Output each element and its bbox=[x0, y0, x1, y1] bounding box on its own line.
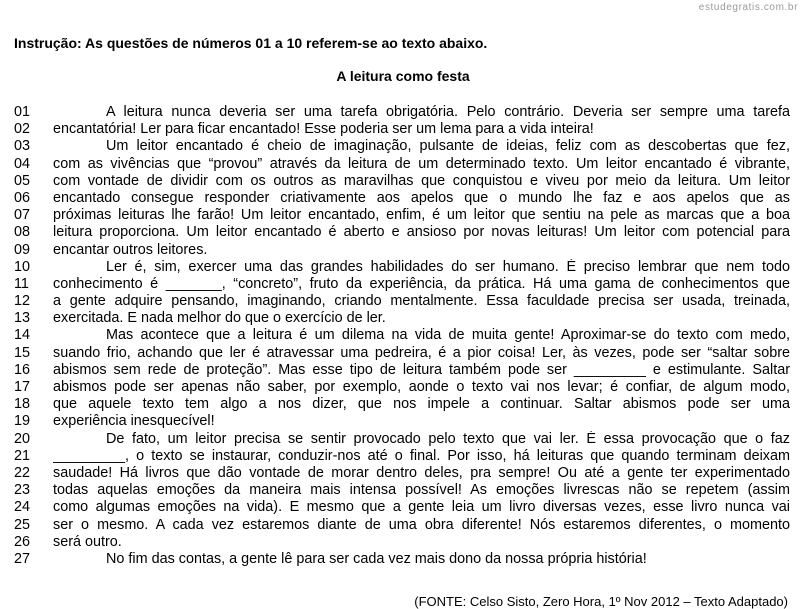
line-number: 16 bbox=[14, 361, 31, 378]
text-line bbox=[0, 293, 806, 310]
line-text: saudade! Há livros que dão vontade de morar dentro deles, pra sempre! Ou até a gente ter experimentado bbox=[53, 464, 790, 481]
line-text: No fim das contas, a gente lê para ser cada vez mais dono da nossa própria história! bbox=[106, 550, 647, 567]
line-number: 10 bbox=[14, 258, 31, 275]
line-number: 04 bbox=[14, 155, 31, 172]
line-number: 06 bbox=[14, 189, 31, 206]
line-text: A leitura nunca deveria ser uma tarefa obrigatória. Pelo contrário. Deveria ser sempre uma tarefa bbox=[106, 104, 790, 120]
line-number: 20 bbox=[14, 430, 31, 447]
line-number: 17 bbox=[14, 379, 31, 395]
text-line bbox=[0, 224, 806, 241]
line-text: abismos sem rede de proteção”. Mas esse tipo de leitura também pode ser _________ e estimulante. Saltar bbox=[53, 361, 790, 378]
line-text: ser o mesmo. A cada vez estaremos diante de uma obra diferente! Nós estaremos diferentes, o momento bbox=[53, 516, 790, 533]
line-text: suando frio, achando que ler é atravessar uma pedreira, é a pior coisa! Ler, às vezes, pode ser “saltar sobre bbox=[53, 344, 790, 361]
line-number: 23 bbox=[14, 482, 31, 499]
text-line bbox=[0, 534, 806, 551]
line-number: 13 bbox=[14, 310, 31, 327]
line-text: leitura proporciona. Um leitor encantado é aberto e ansioso por novas leituras! Um leitor com potencial para bbox=[53, 224, 790, 241]
text-line bbox=[0, 499, 806, 516]
line-number: 03 bbox=[14, 138, 31, 155]
line-number: 18 bbox=[14, 396, 31, 413]
line-text: encantado consegue responder criativamente aos apelos que o mundo lhe faz e aos apelos que as bbox=[53, 189, 790, 206]
line-number: 25 bbox=[14, 516, 31, 533]
line-text: como algumas emoções na vida). E mesmo que a gente leia um livro diversas vezes, esse livro nunca vai bbox=[53, 499, 790, 516]
text-line bbox=[0, 379, 806, 396]
line-number: 27 bbox=[14, 550, 31, 567]
line-number: 12 bbox=[14, 293, 31, 310]
line-number: 01 bbox=[14, 104, 31, 120]
text-line bbox=[0, 362, 806, 379]
line-text: abismos pode ser apenas não saber, por exemplo, aonde o texto vai nos levar; é confiar, de algum modo, bbox=[53, 379, 790, 395]
line-text: a gente adquire pensando, imaginando, criando mentalmente. Essa faculdade precisa ser usada, treinada, bbox=[53, 293, 790, 310]
text-line bbox=[0, 138, 806, 155]
instruction-heading: Instrução: As questões de números 01 a 10 referem-se ao texto abaixo. bbox=[14, 35, 488, 51]
text-line bbox=[0, 345, 806, 362]
line-number: 02 bbox=[14, 121, 31, 138]
line-text: encantatória! Ler para ficar encantado! Esse poderia ser um lema para a vida inteira! bbox=[53, 121, 594, 138]
text-line bbox=[0, 259, 806, 276]
text-line bbox=[0, 207, 806, 224]
text-title: A leitura como festa bbox=[336, 68, 470, 84]
source-citation: (FONTE: Celso Sisto, Zero Hora, 1º Nov 2012 – Texto Adaptado) bbox=[414, 594, 788, 609]
line-text: será outro. bbox=[53, 533, 122, 550]
line-text: conhecimento é _______, “concreto”, fruto da experiência, da prática. Há uma gama de conhecimentos que bbox=[53, 275, 790, 292]
text-line bbox=[0, 242, 806, 259]
text-line bbox=[0, 190, 806, 207]
text-line bbox=[0, 156, 806, 173]
text-line bbox=[0, 121, 806, 138]
line-number: 05 bbox=[14, 172, 31, 189]
line-text: Mas acontece que a leitura é um dilema na vida de muita gente! Aproximar-se do texto com medo, bbox=[106, 327, 790, 344]
line-text: Um leitor encantado é cheio de imaginação, pulsante de ideias, feliz com as descobertas que fez, bbox=[106, 138, 790, 155]
text-line bbox=[0, 465, 806, 482]
watermark: estudegratis.com.br bbox=[698, 2, 798, 13]
text-line bbox=[0, 482, 806, 499]
line-text: com vontade de dividir com os outros as maravilhas que conquistou e viveu por meio da leitura. Um leitor bbox=[53, 172, 790, 189]
text-line bbox=[0, 327, 806, 344]
text-line bbox=[0, 276, 806, 293]
line-text: experiência inesquecível! bbox=[53, 413, 215, 430]
line-number: 09 bbox=[14, 241, 31, 258]
text-line bbox=[0, 551, 806, 568]
line-text: com as vivências que “provou” através da leitura de um determinado texto. Um leitor encantado é vibrante, bbox=[53, 155, 790, 172]
line-number: 11 bbox=[14, 275, 29, 292]
line-number: 22 bbox=[14, 464, 31, 481]
line-text: próximas leituras lhe farão! Um leitor encantado, enfim, é um leitor que sentiu na pele as marcas que a boa bbox=[53, 207, 790, 224]
line-number: 07 bbox=[14, 207, 31, 224]
numbered-text-body bbox=[0, 104, 806, 568]
line-number: 14 bbox=[14, 327, 31, 344]
line-number: 26 bbox=[14, 533, 31, 550]
text-line bbox=[0, 517, 806, 534]
line-text: que aquele texto tem algo a nos dizer, que nos impele a continuar. Saltar abismos pode ser uma bbox=[53, 396, 790, 413]
line-number: 08 bbox=[14, 224, 31, 241]
line-number: 15 bbox=[14, 344, 31, 361]
text-line bbox=[0, 396, 806, 413]
line-text: encantar outros leitores. bbox=[53, 241, 208, 258]
line-text: exercitada. E nada melhor do que o exercício de ler. bbox=[53, 310, 386, 327]
text-line bbox=[0, 310, 806, 327]
line-text: De fato, um leitor precisa se sentir provocado pelo texto que vai ler. É essa provocação que o faz bbox=[106, 430, 790, 447]
text-line bbox=[0, 173, 806, 190]
text-line bbox=[0, 104, 806, 121]
line-text: Ler é, sim, exercer uma das grandes habilidades do ser humano. É preciso lembrar que nem todo bbox=[106, 258, 790, 275]
line-number: 24 bbox=[14, 499, 31, 516]
line-number: 21 bbox=[14, 447, 31, 464]
line-number: 19 bbox=[14, 413, 31, 430]
line-text: todas aquelas emoções da maneira mais intensa possível! As emoções livrescas não se repetem (assim bbox=[53, 482, 790, 499]
text-line bbox=[0, 431, 806, 448]
text-line bbox=[0, 413, 806, 430]
line-text: _________, o texto se instaurar, conduzir-nos até o final. Por isso, há leituras que quando terminam deixam bbox=[53, 447, 790, 464]
text-line bbox=[0, 448, 806, 465]
